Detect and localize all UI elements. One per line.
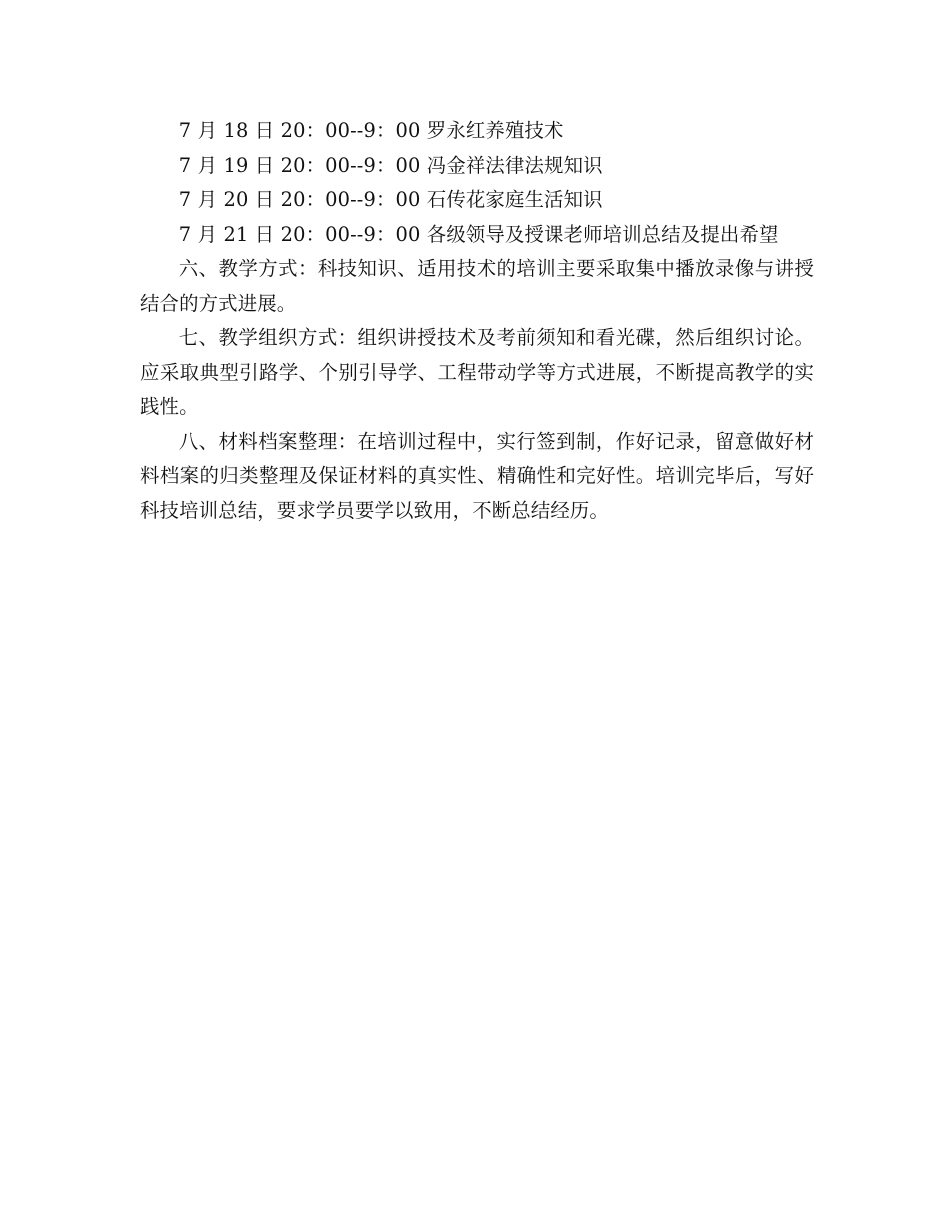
schedule-item-july-19: 7 月 19 日 20：00--9：00 冯金祥法律法规知识: [178, 153, 603, 177]
section-archive-management: 八、材料档案整理：在培训过程中，实行签到制，作好记录，留意做好材料档案的归类整理及保证材料的真实性、精确性和完好性。培训完毕后，写好科技培训总结，要求学员要学以致用，不断总结经历。: [140, 429, 814, 522]
schedule-item-july-20: 7 月 20 日 20：00--9：00 石传花家庭生活知识: [178, 188, 603, 211]
schedule-item-july-18: 7 月 18 日 20：00--9：00 罗永红养殖技术: [178, 119, 564, 142]
section-teaching-organization: 七、教学组织方式：组织讲授技术及考前须知和看光碟，然后组织讨论。应采取典型引路学、个别引导学、工程带动学等方式进展，不断提高教学的实践性。: [140, 326, 814, 418]
section-teaching-method: 六、教学方式：科技知识、适用技术的培训主要采取集中播放录像与讲授结合的方式进展。: [140, 257, 814, 315]
schedule-item-july-21: 7 月 21 日 20：00--9：00 各级领导及授课老师培训总结及提出希望: [178, 222, 779, 246]
document-body: [140, 114, 814, 528]
